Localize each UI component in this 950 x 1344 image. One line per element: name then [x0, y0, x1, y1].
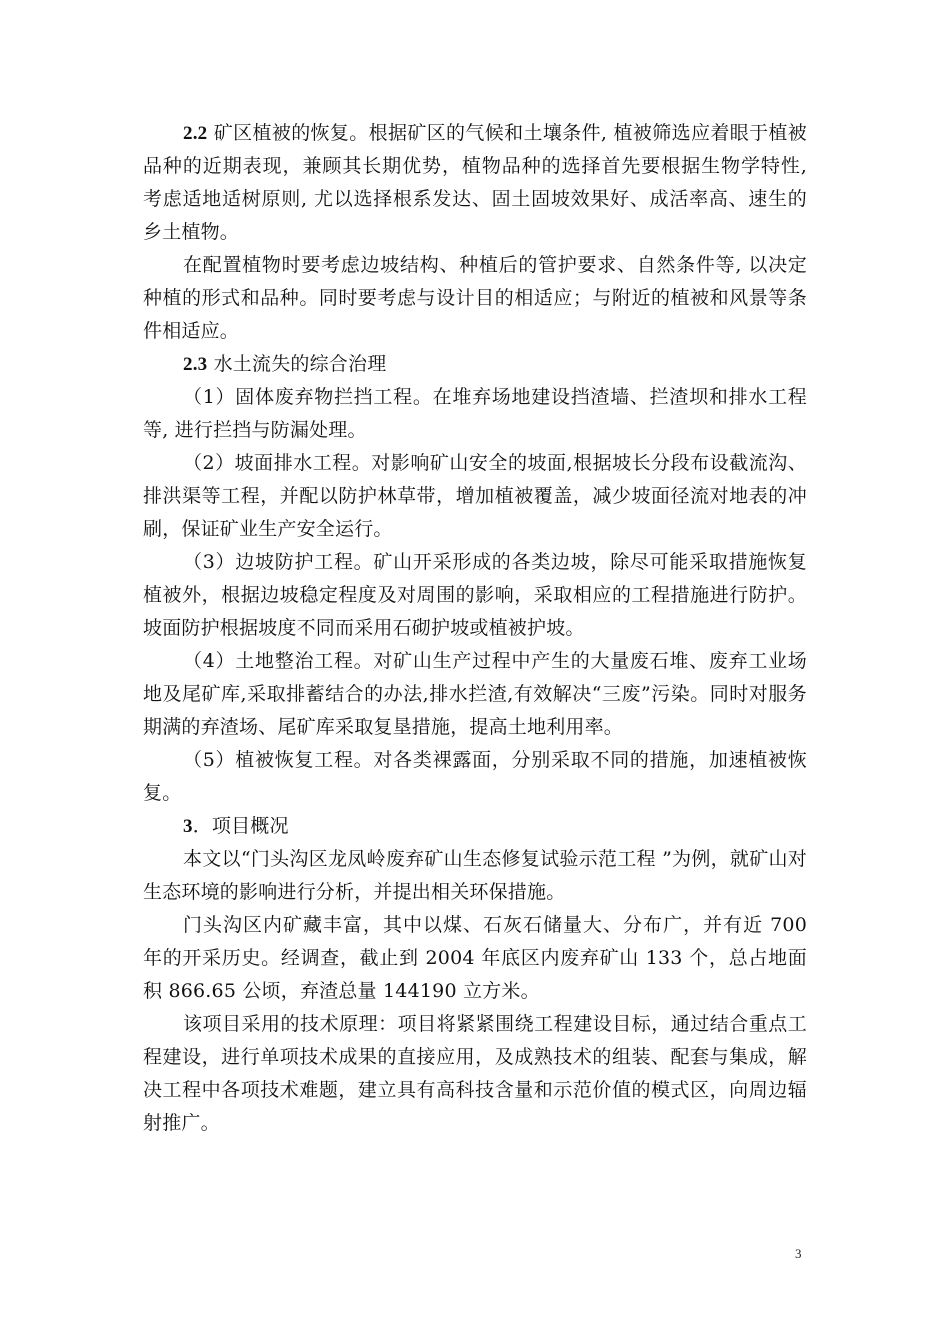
- paragraph-text: 在配置植物时要考虑边坡结构、种植后的管护要求、自然条件等, 以决定种植的形式和品种。同时要考虑与设计目的相适应；与附近的植被和风景等条件相适应。: [143, 254, 807, 342]
- section-number: 2.2: [183, 123, 208, 144]
- paragraph-text: 该项目采用的技术原理：项目将紧紧围绕工程建设目标，通过结合重点工程建设，进行单项技术成果的直接应用，及成熟技术的组装、配套与集成，解决工程中各项技术难题，建立具有高科技含量和示范价值的模式区，向周边辐射推广。: [143, 1013, 807, 1134]
- paragraph-2-3-heading: [143, 348, 807, 381]
- paragraph-text: （5）植被恢复工程。对各类裸露面，分别采取不同的措施，加速植被恢复。: [143, 749, 807, 804]
- paragraph-3-heading: [143, 810, 807, 843]
- page-number: 3: [795, 1246, 802, 1261]
- paragraph-item-5: [143, 744, 807, 810]
- section-heading-text: ．项目概况: [192, 815, 289, 837]
- section-heading-text: 水土流失的综合治理: [207, 353, 387, 375]
- section-number: 3: [183, 816, 193, 837]
- paragraph-item-2: [143, 447, 807, 546]
- paragraph-mineral-resources: [143, 909, 807, 1008]
- paragraph-text: 本文以“门头沟区龙凤岭废弃矿山生态修复试验示范工程 ”为例，就矿山对生态环境的影响进行分析，并提出相关环保措施。: [143, 848, 807, 903]
- paragraph-text: （3）边坡防护工程。矿山开采形成的各类边坡，除尽可能采取措施恢复植被外，根据边坡稳定程度及对周围的影响，采取相应的工程措施进行防护。坡面防护根据坡度不同而采用石砌护坡或植被护坡。: [143, 551, 807, 639]
- paragraph-text: 门头沟区内矿藏丰富，其中以煤、石灰石储量大、分布广，并有近 700 年的开采历史。经调查，截止到 2004 年底区内废弃矿山 133 个，总占地面积 866.65 公顷，弃渣总量 144190 立方米。: [143, 914, 807, 1002]
- section-number: 2.3: [183, 354, 208, 375]
- paragraph-item-4: [143, 645, 807, 744]
- body-text: [143, 117, 807, 1140]
- paragraph-project-intro: [143, 843, 807, 909]
- paragraph-2-2: [143, 117, 807, 249]
- paragraph-technical-principle: [143, 1008, 807, 1140]
- paragraph-planting: [143, 249, 807, 348]
- paragraph-item-1: [143, 381, 807, 447]
- paragraph-text: （2）坡面排水工程。对影响矿山安全的坡面,根据坡长分段布设截流沟、排洪渠等工程，并配以防护林草带，增加植被覆盖，减少坡面径流对地表的冲刷，保证矿业生产安全运行。: [143, 452, 807, 540]
- paragraph-text: （1）固体废弃物拦挡工程。在堆弃场地建设挡渣墙、拦渣坝和排水工程等, 进行拦挡与防漏处理。: [143, 386, 807, 441]
- paragraph-text: 矿区植被的恢复。根据矿区的气候和土壤条件, 植被筛选应着眼于植被品种的近期表现，兼顾其长期优势，植物品种的选择首先要根据生物学特性, 考虑适地适树原则, 尤以选择根系发达、固土固坡效果好、成活率高、速生的乡土植物。: [143, 122, 807, 243]
- paragraph-text: （4）土地整治工程。对矿山生产过程中产生的大量废石堆、废弃工业场地及尾矿库,采取排蓄结合的办法,排水拦渣,有效解决“三废”污染。同时对服务期满的弃渣场、尾矿库采取复垦措施，提高土地利用率。: [143, 650, 807, 738]
- paragraph-item-3: [143, 546, 807, 645]
